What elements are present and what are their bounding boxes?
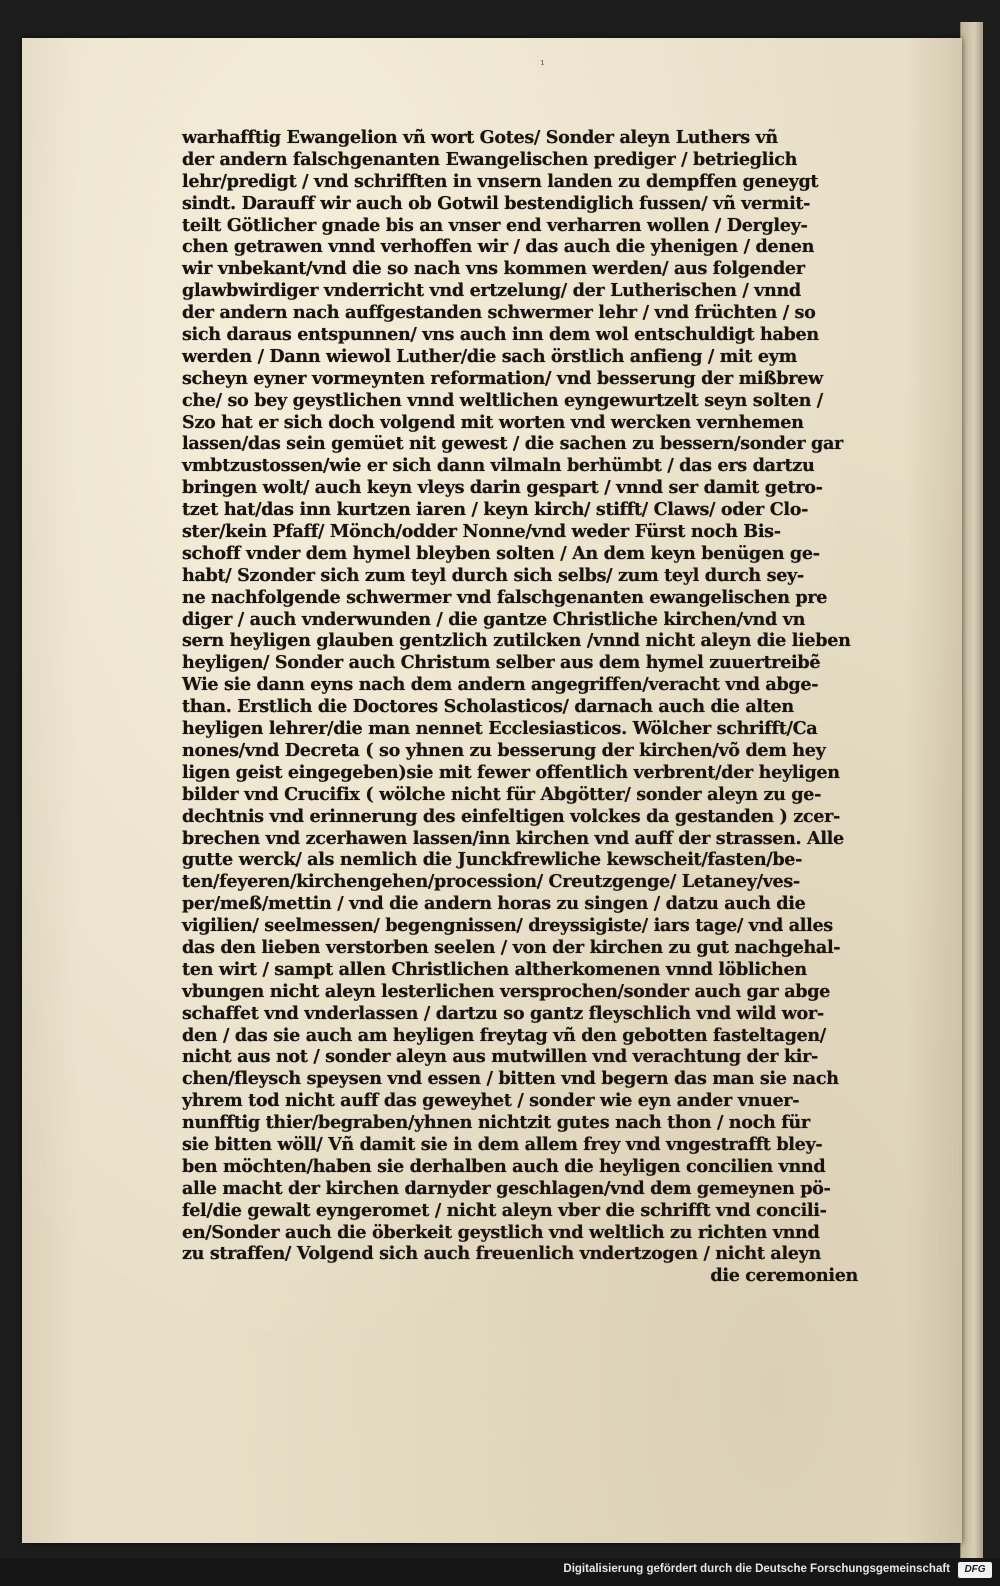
text-line: dechtnis vnd erinnerung des einfeltigen volckes da gestanden ) zcer- [182,805,840,827]
text-line: chen/fleysch speysen vnd essen / bitten vnd begern das man sie nach [182,1068,839,1090]
text-block [182,127,882,1287]
text-line: scheyn eyner vormeynten reformation/ vnd besserung der mißbrew [182,367,823,389]
text-line: sindt. Darauff wir auch ob Gotwil bestendiglich fussen/ vñ vermit- [182,192,811,214]
text-line: ten wirt / sampt allen Christlichen altherkomenen vnnd löblichen [182,958,807,980]
text-line: heyligen/ Sonder auch Christum selber aus dem hymel zuuertreibẽ [182,652,821,674]
text-line: Wie sie dann eyns nach dem andern angegriffen/veracht vnd abge- [182,674,819,696]
text-line: vigilien/ seelmessen/ begengnissen/ dreyssigiste/ iars tage/ vnd alles [182,915,833,937]
text-line: bringen wolt/ auch keyn vleys darin gespart / vnnd ser damit getro- [182,477,823,499]
text-line: teilt Götlicher gnade bis an vnser end verharren wollen / Dergley- [182,214,808,236]
text-line: tzet hat/das inn kurtzen iaren / keyn kirch/ stifft/ Claws/ oder Clo- [182,499,809,521]
text-line: en/Sonder auch die öberkeit geystlich vnd weltlich zu richten vnnd [182,1221,820,1243]
page-mark: ¹ [540,58,545,72]
text-line: ten/feyeren/kirchengehen/procession/ Creutzgenge/ Letaney/ves- [182,871,800,893]
text-line: der andern nach auffgestanden schwermer lehr / vnd früchten / so [182,302,816,324]
text-line: sich daraus entspunnen/ vns auch inn dem wol entschuldigt haben [182,324,819,346]
text-line: nicht aus not / sonder aleyn aus mutwillen vnd verachtung der kir- [182,1046,818,1068]
text-line: lehr/predigt / vnd schrifften in vnsern landen zu dempffen geneygt [182,170,819,192]
text-line: ben möchten/haben sie derhalben auch die heyligen concilien vnnd [182,1155,826,1177]
text-line: wir vnbekant/vnd die so nach vns kommen werden/ aus folgender [182,258,805,280]
text-line: warhafftig Ewangelion vñ wort Gotes/ Sonder aleyn Luthers vñ [182,127,778,148]
text-line: ligen geist eingegeben)sie mit fewer offentlich verbrent/der heyligen [182,761,840,783]
text-line: sie bitten wöll/ Vñ damit sie in dem allem frey vnd vngestrafft bley- [182,1133,823,1155]
text-line: nunfftig thier/begraben/yhnen nichtzit gutes nach thon / noch für [182,1112,810,1134]
text-line: chen getrawen vnnd verhoffen wir / das auch die yhenigen / denen [182,236,815,258]
text-line: per/meß/mettin / vnd die andern horas zu singen / datzu auch die [182,893,806,915]
text-line: den / das sie auch am heyligen freytag vñ den gebotten fasteltagen/ [182,1024,826,1046]
text-line: vmbtzustossen/wie er sich dann vilmaln berhümbt / das ers dartzu [182,455,815,477]
text-line: die ceremonien [710,1265,858,1287]
text-line: fel/die gewalt eyngeromet / nicht aleyn vber die schrifft vnd concili- [182,1199,827,1221]
text-line: glawbwirdiger vnderricht vnd ertzelung/ der Lutherischen / vnnd [182,280,801,302]
text-line: yhrem tod nicht auff das geweyhet / sonder wie eyn ander vnuer- [182,1090,800,1112]
text-line: ne nachfolgende schwermer vnd falschgenanten ewangelischen pre [182,586,828,608]
text-line: bilder vnd Crucifix ( wölche nicht für Abgötter/ sonder aleyn zu ge- [182,783,822,805]
text-line: ster/kein Pfaff/ Mönch/odder Nonne/vnd weder Fürst noch Bis- [182,521,781,543]
text-line: lassen/das sein gemüet nit gewest / die sachen zu bessern/sonder gar [182,433,843,455]
text-line: schoff vnder dem hymel bleyben solten / An dem keyn benügen ge- [182,542,820,564]
text-line: heyligen lehrer/die man nennet Ecclesiasticos. Wölcher schrifft/Ca [182,718,818,740]
text-line: zu straffen/ Volgend sich auch freuenlich vndertzogen / nicht aleyn [182,1243,821,1265]
text-line: das den lieben verstorben seelen / von der kirchen zu gut nachgehal- [182,936,841,958]
text-line: che/ so bey geystlichen vnnd weltlichen eyngewurtzelt seyn solten / [182,389,823,411]
text-line: brechen vnd zcerhawen lassen/inn kirchen vnd auff der strassen. Alle [182,827,844,849]
dfg-logo-icon: DFG [958,1562,992,1578]
text-line: der andern falschgenanten Ewangelischen prediger / betrieglich [182,148,798,170]
text-line: habt/ Szonder sich zum teyl durch sich selbs/ zum teyl durch sey- [182,564,804,586]
funding-credit: Digitalisierung gefördert durch die Deutsche Forschungsgemeinschaft [563,1563,950,1575]
text-line: than. Erstlich die Doctores Scholasticos/ darnach auch die alten [182,696,794,718]
text-line: sern heyligen glauben gentzlich zutilcken /vnnd nicht aleyn die lieben [182,630,851,652]
footer-bar [0,1558,1000,1586]
text-line: alle macht der kirchen darnyder geschlagen/vnd dem gemeynen pö- [182,1177,831,1199]
backing-page-edge [960,22,983,1560]
text-line: Szo hat er sich doch volgend mit worten vnd wercken vernhemen [182,411,804,433]
scanned-page [22,38,962,1543]
text-line: schaffet vnd vnderlassen / dartzu so gantz fleyschlich vnd wild wor- [182,1002,824,1024]
text-line: nones/vnd Decreta ( so yhnen zu besserung der kirchen/võ dem hey [182,739,826,761]
text-line: vbungen nicht aleyn lesterlichen versprochen/sonder auch gar abge [182,980,831,1002]
text-line: werden / Dann wiewol Luther/die sach örstlich anfieng / mit eym [182,345,797,367]
text-line: diger / auch vnderwunden / die gantze Christliche kirchen/vnd vn [182,608,806,630]
text-line: gutte werck/ als nemlich die Junckfrewliche kewscheit/fasten/be- [182,849,803,871]
